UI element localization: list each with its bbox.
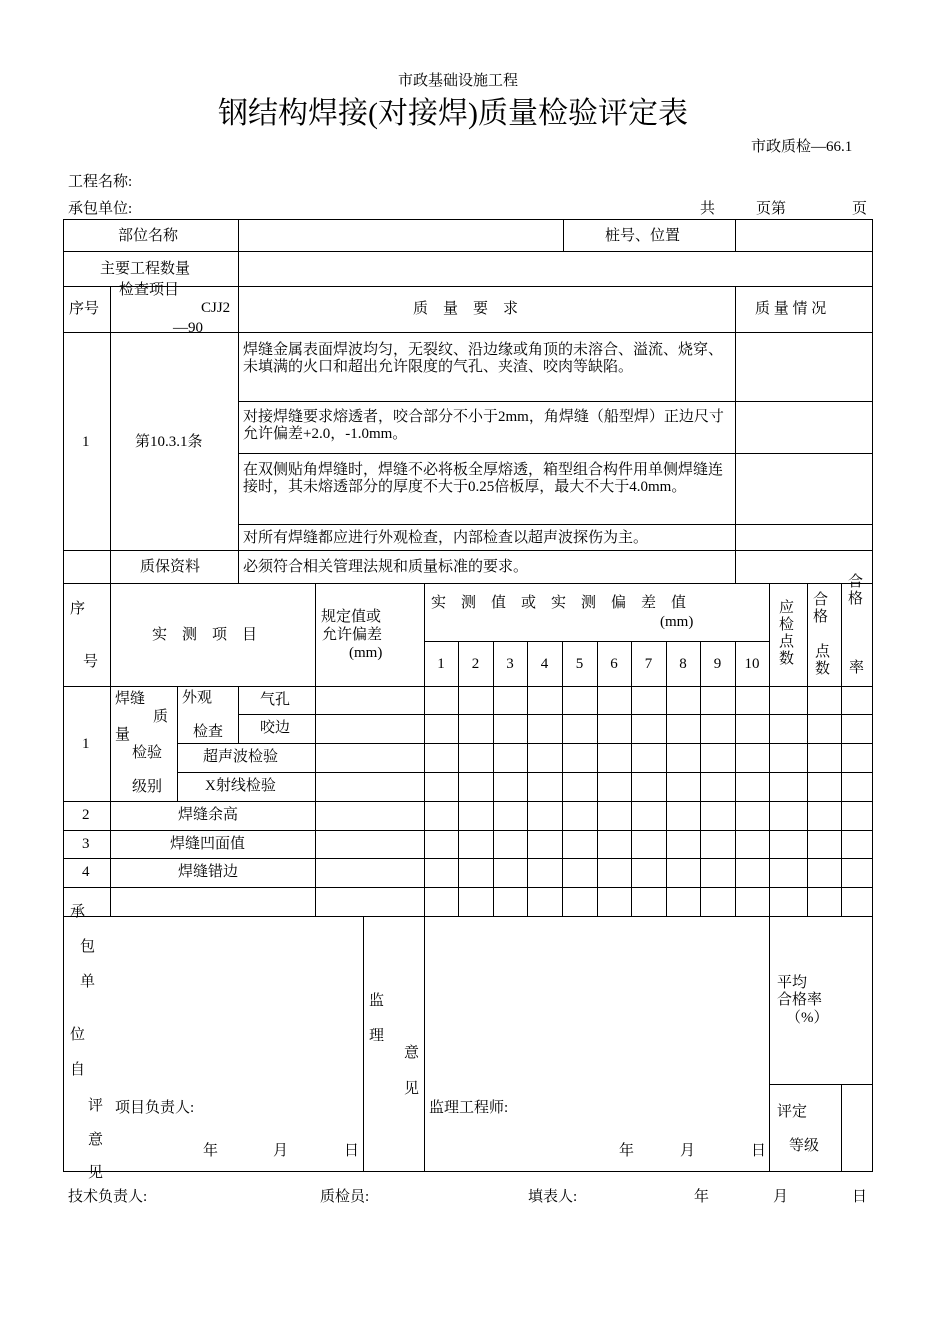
supervisor-day: 日 xyxy=(751,1143,767,1159)
weld-c: 量 xyxy=(115,727,131,743)
seq-label: 序号 xyxy=(69,301,100,317)
part-name-label: 部位名称 xyxy=(118,228,179,244)
avg-rate-a: 平均 xyxy=(777,975,808,991)
subtitle: 市政基础设施工程 xyxy=(398,73,519,89)
contractor-year: 年 xyxy=(203,1143,219,1159)
page-total-label: 共 xyxy=(700,201,716,217)
avg-rate-b: 合格率 xyxy=(777,992,823,1008)
footer-month: 月 xyxy=(773,1189,789,1205)
col-4: 4 xyxy=(540,656,549,672)
m-spec-b: 允许偏差 xyxy=(322,627,383,643)
contractor-label: 承包单位: xyxy=(68,201,133,217)
r3-item: 焊缝凹面值 xyxy=(170,836,246,852)
col-1: 1 xyxy=(437,656,445,672)
col-2: 2 xyxy=(471,656,480,672)
supervisor-year: 年 xyxy=(619,1143,635,1159)
inspector-label: 质检员: xyxy=(320,1189,370,1205)
m-dev-unit: (mm) xyxy=(660,614,694,630)
contractor-char-1: 承 xyxy=(70,904,86,920)
req-2: 对接焊缝要求熔透者，咬合部分不小于2mm，角焊缝（船型焊）正边尺寸允许偏差+2.0，-1.0mm。 xyxy=(243,409,724,442)
m-spec-c: (mm) xyxy=(349,645,383,661)
col-7: 7 xyxy=(644,656,653,672)
avg-rate-c: （%） xyxy=(786,1010,829,1026)
xray: X射线检验 xyxy=(205,778,276,794)
r4-seq: 4 xyxy=(82,864,90,880)
weld-d: 检验 xyxy=(132,745,163,761)
m-seq-a: 序 xyxy=(70,601,86,617)
supervisor-char-2: 理 xyxy=(369,1028,385,1044)
r1-seq: 1 xyxy=(82,736,90,752)
row1-seq: 1 xyxy=(82,434,90,450)
qa-label: 质保资料 xyxy=(140,559,201,575)
ultrasonic: 超声波检验 xyxy=(203,749,279,765)
weld-e: 级别 xyxy=(132,779,163,795)
weld-a: 焊缝 xyxy=(115,691,146,707)
project-leader-label: 项目负责人: xyxy=(115,1100,195,1116)
inspect-std-a: CJJ2 xyxy=(201,300,231,316)
page-end-label: 页 xyxy=(852,201,868,217)
r3-seq: 3 xyxy=(82,836,90,852)
req-1: 焊缝金属表面焊波均匀，无裂纹、沿边缘或角顶的未溶合、溢流、烧穿、未填满的火口和超出允许限度的气孔、夹渣、咬肉等缺陷。 xyxy=(243,342,724,375)
supervisor-engineer-label: 监理工程师: xyxy=(429,1100,509,1116)
filler-label: 填表人: xyxy=(528,1189,578,1205)
contractor-char-8: 见 xyxy=(88,1165,104,1181)
footer-year: 年 xyxy=(694,1189,710,1205)
inspect-item-label: 检查项目 xyxy=(119,282,180,298)
col-6: 6 xyxy=(610,656,618,672)
tech-leader-label: 技术负责人: xyxy=(68,1189,148,1205)
contractor-char-7: 意 xyxy=(88,1132,104,1148)
project-name-label: 工程名称: xyxy=(68,174,133,190)
pass-points-b: 点数 xyxy=(815,644,831,677)
supervisor-char-3: 意 xyxy=(404,1045,420,1061)
quality-req-label: 质 量 要 求 xyxy=(413,301,519,317)
visual-b: 检查 xyxy=(193,724,224,740)
undercut: 咬边 xyxy=(260,720,291,736)
visual-a: 外观 xyxy=(182,690,213,706)
contractor-char-4: 位 xyxy=(70,1027,86,1043)
main-quantity-label: 主要工程数量 xyxy=(100,261,191,277)
page-title: 钢结构焊接(对接焊)质量检验评定表 xyxy=(218,97,688,130)
req-4: 对所有焊缝都应进行外观检查，内部检查以超声波探伤为主。 xyxy=(243,530,649,546)
supervisor-char-1: 监 xyxy=(369,993,385,1009)
supervisor-char-4: 见 xyxy=(404,1081,420,1097)
qa-req: 必须符合相关管理法规和质量标准的要求。 xyxy=(243,559,529,575)
stake-label: 桩号、位置 xyxy=(605,228,681,244)
col-8: 8 xyxy=(679,656,687,672)
pass-rate-a: 合格 xyxy=(848,574,864,607)
req-3: 在双侧贴角焊缝时，焊缝不必将板全厚熔透，箱型组合构件用单侧焊缝连接时，其未熔透部分的厚度不大于0.25倍板厚，最大不大于4.0mm。 xyxy=(243,462,724,495)
pass-rate-header xyxy=(842,574,872,686)
contractor-char-2: 包 xyxy=(80,939,96,955)
grade-a: 评定 xyxy=(777,1104,808,1120)
r2-seq: 2 xyxy=(82,807,90,823)
contractor-day: 日 xyxy=(344,1143,360,1159)
row1-clause: 第10.3.1条 xyxy=(135,434,203,450)
r2-item: 焊缝余高 xyxy=(178,807,239,823)
supervisor-month: 月 xyxy=(680,1143,696,1159)
pore: 气孔 xyxy=(260,692,291,708)
m-spec-a: 规定值或 xyxy=(321,609,382,625)
m-item-label: 实 测 项 目 xyxy=(152,627,258,643)
col-9: 9 xyxy=(713,656,722,672)
col-10: 10 xyxy=(744,656,760,672)
contractor-month: 月 xyxy=(273,1143,289,1159)
form-code: 市政质检—66.1 xyxy=(751,139,853,155)
inspect-std-b: —90 xyxy=(173,320,203,336)
weld-b: 质 xyxy=(153,709,169,725)
should-check-label: 应检点数 xyxy=(779,600,795,667)
quality-status-label: 质 量 情 况 xyxy=(755,301,827,317)
inspect-item-header xyxy=(111,282,238,336)
contractor-char-6: 评 xyxy=(88,1098,104,1114)
footer-day: 日 xyxy=(852,1189,868,1205)
contractor-char-5: 自 xyxy=(70,1062,86,1078)
col-5: 5 xyxy=(575,656,584,672)
pass-points-a: 合格 xyxy=(813,592,829,625)
contractor-opinion-label xyxy=(64,904,110,1181)
page-mid-label: 页第 xyxy=(756,201,787,217)
r4-item: 焊缝错边 xyxy=(178,864,239,880)
grade-b: 等级 xyxy=(789,1138,820,1154)
pass-rate-b: 率 xyxy=(849,660,865,676)
m-dev-label: 实 测 值 或 实 测 偏 差 值 xyxy=(431,595,687,611)
col-3: 3 xyxy=(506,656,514,672)
m-seq-b: 号 xyxy=(83,654,99,670)
contractor-char-3: 单 xyxy=(80,974,96,990)
